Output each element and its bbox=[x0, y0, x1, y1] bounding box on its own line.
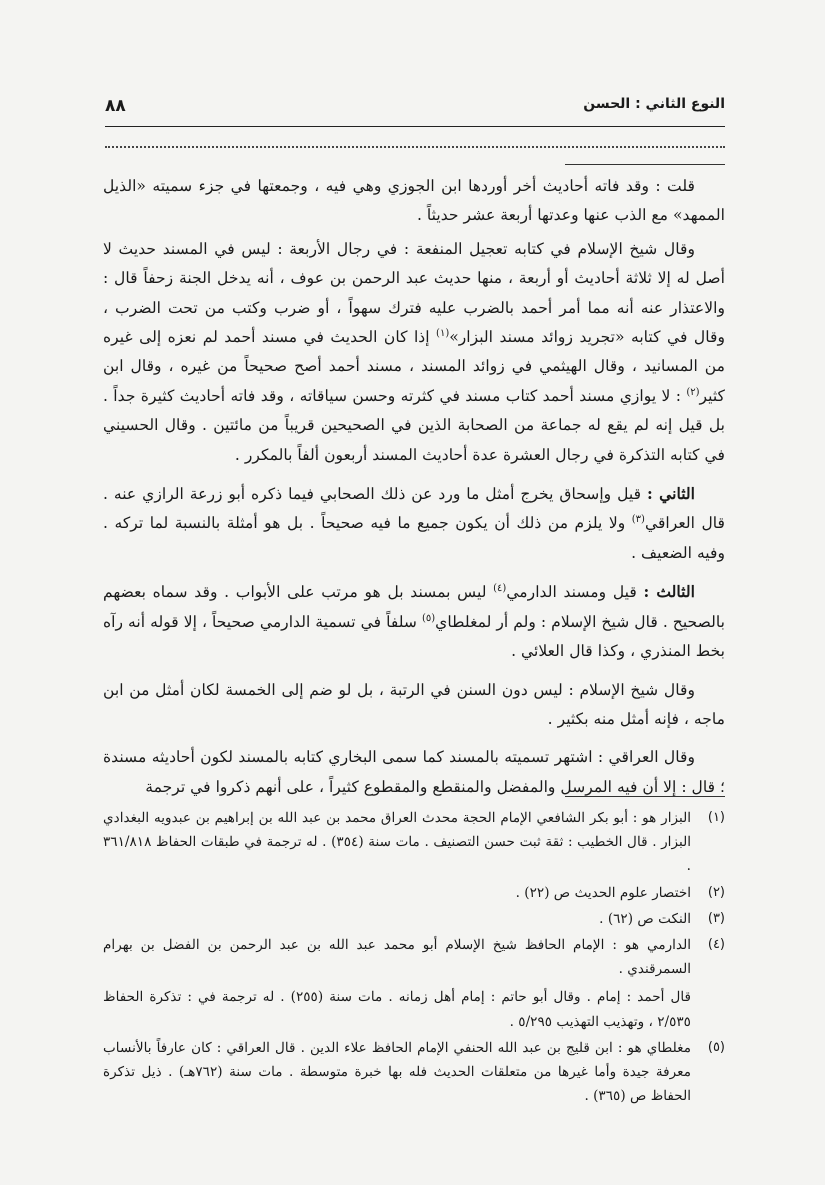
paragraph-text: وقال شيخ الإسلام في كتابه تعجيل المنفعة : في رجال الأربعة : ليس في المسند حديث لا أصل له إلا ثلاثة أحاديث أو أربعة ، منها حديث عبد الرحمن بن عوف ، أنه يدخل الجنة زحفاً قال : والاعتذار عنه أنه مما أمر أحمد بالضرب عليه فترك سهواً ، أو ضرب وكتب من تحت الضرب ، وقال في كتابه «تجريد زوائد مسند البزار» bbox=[103, 239, 725, 347]
paragraph bbox=[103, 577, 725, 666]
paragraph-text: ليس بمسند بل هو مرتب على الأبواب . وقد سماه بعضهم بالصحيح . قال شيخ الإسلام : ولم أر لمغلطاي bbox=[103, 583, 725, 631]
paragraph bbox=[103, 479, 725, 568]
paragraph bbox=[103, 235, 725, 470]
page-header bbox=[105, 96, 725, 127]
footnote-number: (٤) bbox=[707, 937, 725, 953]
paragraph bbox=[103, 743, 725, 802]
footnote-text: البزار هو : أبو بكر الشافعي الإمام الحجة محدث العراق محمد بن عبد الله بن إبراهيم بن عبدويه البغدادي البزار . قال الخطيب : ثقة ثبت حسن التصنيف . مات سنة (٣٥٤) . له ترجمة في طبقات الحفاظ ٣٦١/٨١٨ . bbox=[103, 810, 691, 875]
paragraph-text: سلفاً في تسمية الدارمي صحيحاً ، إلا قوله أنه رآه بخط المنذري ، وكذا قال العلائي . bbox=[103, 612, 725, 661]
paragraph-text: : لا يوازي مسند أحمد كتاب مسند في كثرته وحسن سياقاته ، وقد فاته أحاديث كثيرة جداً . بل قيل إنه لم يقع له جماعة من الصحابة الذين في الصحيحين قريباً من مائتين . وقال الحسيني في كتابه التذكرة في رجال العشرة عدة أحاديث المسند أربعون ألفاً بالمكرر . bbox=[103, 386, 725, 464]
main-text bbox=[103, 172, 725, 806]
footnotes bbox=[103, 806, 725, 1110]
footnote-ref: (٥) bbox=[421, 612, 436, 624]
footnote-text: النكت ص (٦٢) . bbox=[599, 910, 691, 927]
running-title: النوع الثاني : الحسن bbox=[583, 96, 725, 112]
footnote-ref: (١) bbox=[436, 327, 450, 339]
footnote-continuation: قال أحمد : إمام . وقال أبو حاتم : إمام أهل زمانه . مات سنة (٢٥٥) . له ترجمة في : تذكرة الحفاظ ٢/٥٣٥ ، وتهذيب التهذيب ٥/٢٩٥ . bbox=[103, 989, 691, 1030]
paragraph-text: قيل وإسحاق يخرج أمثل ما ورد عن ذلك الصحابي فيما ذكره أبو زرعة الرازي عنه . قال العراقي bbox=[103, 485, 725, 533]
footnote-number: (٢) bbox=[707, 884, 725, 900]
footnote-divider bbox=[565, 796, 725, 797]
footnote bbox=[103, 1036, 725, 1109]
footnote-number: (٣) bbox=[707, 910, 725, 926]
paragraph-text: ولا يلزم من ذلك أن يكون جميع ما فيه صحيحاً . بل هو أمثلة بالنسبة لما تركه . وفيه الضعيف . bbox=[103, 514, 725, 562]
footnote-ref: (٢) bbox=[686, 386, 700, 398]
paragraph bbox=[103, 172, 725, 231]
paragraph bbox=[103, 676, 725, 735]
section-lead: الثاني : bbox=[646, 484, 695, 504]
footnote-text: الدارمي هو : الإمام الحافظ شيخ الإسلام أبو محمد عبد الله بن عبد الرحمن بن الفضل بن بهرام السمرقندي . bbox=[103, 937, 691, 978]
footnote bbox=[103, 933, 725, 981]
paragraph-text: قيل ومسند الدارمي bbox=[506, 583, 644, 602]
footnote-ref: (٣) bbox=[631, 514, 645, 526]
page-number: ٨٨ bbox=[105, 96, 126, 116]
footnote-text: مغلطاي هو : ابن قليج بن عبد الله الحنفي الإمام الحافظ علاء الدين . قال العراقي : كان عارفاً بالأنساب معرفة جيدة وأما غيرها من متعلقات الحديث فله بها خبرة متوسطة . مات سنة (٧٦٢هـ) . ذيل تذكرة الحفاظ ص (٣٦٥) . bbox=[103, 1039, 692, 1105]
footnote-number: (١) bbox=[707, 810, 725, 825]
footnote bbox=[103, 881, 725, 905]
footnote-number: (٥) bbox=[707, 1039, 725, 1055]
text-divider bbox=[565, 164, 725, 165]
paragraph-text: قلت : وقد فاته أحاديث أخر أوردها ابن الجوزي وهي فيه ، وجمعتها في جزء سميته «الذيل الممهد» مع الذب عنها وعدتها أربعة عشر حديثاً . bbox=[103, 177, 725, 225]
footnote-text: اختصار علوم الحديث ص (٢٢) . bbox=[515, 884, 691, 901]
paragraph-text: إذا كان الحديث في مسند أحمد لم نعزه إلى غيره من المسانيد ، وقال الهيثمي في زوائد المسند ، مسند أحمد أصح صحيحاً من غيره ، وقال ابن كثير bbox=[103, 328, 725, 405]
paragraph-text: وقال العراقي : اشتهر تسميته بالمسند كما سمى البخاري كتابه بالمسند لكون أحاديثه مسندة ؛ قال : إلا أن فيه المرسل والمفضل والمنقطع والمقطوع كثيراً ، على أنهم ذكروا في ترجمة bbox=[103, 748, 725, 796]
footnote bbox=[103, 806, 725, 879]
section-lead: الثالث : bbox=[643, 582, 695, 602]
paragraph-text: وقال شيخ الإسلام : ليس دون السنن في الرتبة ، بل لو ضم إلى الخمسة لكان أمثل من ابن ماجه ، فإنه أمثل منه بكثير . bbox=[103, 680, 725, 728]
dotted-divider bbox=[105, 138, 725, 148]
footnote bbox=[103, 907, 725, 931]
footnote-ref: (٤) bbox=[493, 583, 507, 595]
